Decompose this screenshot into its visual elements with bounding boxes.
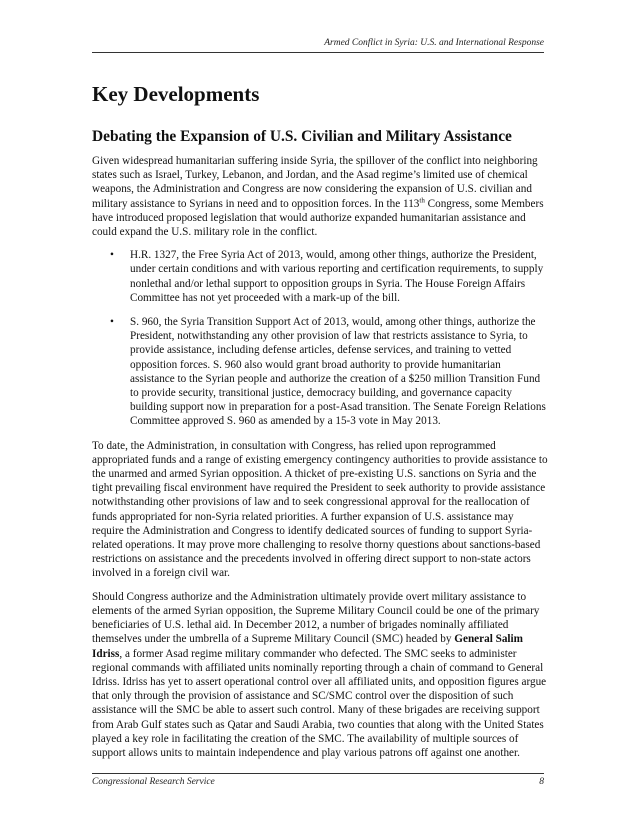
bullet-icon: • (110, 316, 114, 329)
list-item (110, 315, 548, 429)
list-item-text: S. 960, the Syria Transition Support Act of 2013, would, among other things, authorize the President, notwithstanding any other provision of law that restricts assistance to Syria, to provide assistance, including defense articles, defense services, and training to vetted opposition forces. S. 960 also would grant broad authority to provide humanitarian assistance to the Syrian people and authorize the creation of a $250 million Transition Fund to provide security, transitional justice, democracy building, and governance capacity building support now in preparation for a post-Asad transition. The Senate Foreign Relations Committee approved S. 960 as amended by a 15-3 vote in May 2013. (130, 316, 546, 428)
page-number: 8 (539, 777, 544, 787)
document-body (92, 154, 548, 769)
header-divider (92, 52, 544, 53)
intro-paragraph (92, 154, 548, 239)
bullet-icon: • (110, 249, 114, 262)
intro-text: Given widespread humanitarian suffering inside Syria, the spillover of the conflict into neighboring states such as Israel, Turkey, Lebanon, and Jordan, and the Asad regime’s limited use of chemical weapons, the Administration and Congress are now considering the expansion of U.S. civilian and military assistance to Syrians in need and to opposition forces. In the 113 (92, 155, 538, 210)
section-title: Key Developments (92, 82, 260, 106)
footer-source: Congressional Research Service (92, 777, 215, 787)
bold-name: General Salim Idriss (92, 633, 523, 660)
list-item-text: H.R. 1327, the Free Syria Act of 2013, would, among other things, authorize the President, under certain conditions and with various reporting and certification requirements, to supply nonlethal and/or lethal support to opposition groups in Syria. The House Foreign Affairs Committee has not yet proceeded with a mark-up of the bill. (130, 249, 544, 304)
list-item (110, 248, 548, 305)
running-header: Armed Conflict in Syria: U.S. and International Response (324, 38, 544, 48)
intro-text-continued: Congress, some Members have introduced proposed legislation that would authorize expanded humanitarian assistance and could expand the U.S. military role in the conflict. (92, 197, 544, 239)
subsection-title: Debating the Expansion of U.S. Civilian and Military Assistance (92, 128, 512, 145)
smc-text: Should Congress authorize and the Administration ultimately provide overt military assistance to elements of the armed Syrian opposition, the Supreme Military Council could be one of the primary beneficiaries of U.S. lethal aid. In December 2012, a number of brigades nominally affiliated themselves under the umbrella of a Supreme Military Council (SMC) headed by (92, 590, 540, 646)
assistance-paragraph: To date, the Administration, in consultation with Congress, has relied upon reprogrammed appropriated funds and a range of existing emergency contingency authorities to provide assistance to the unarmed and armed Syrian opposition. A thicket of pre-existing U.S. sanctions on Syria and the tight prevailing fiscal environment have required the President to seek authority to provide assistance notwithstanding other provisions of law and to seek congressional approval for the reallocation of funds appropriated for non-Syria related priorities. A further expansion of U.S. assistance may require the Administration and Congress to identify dedicated sources of funding to support Syria-related operations. It may prove more challenging to resolve thorny questions about sanctions-based restrictions on assistance and the precedents involved in offering direct support to non-state actors involved in a foreign civil war. (92, 439, 548, 580)
smc-paragraph (92, 590, 548, 760)
legislation-list (92, 248, 548, 428)
ordinal-suffix: th (419, 195, 425, 204)
smc-text-continued: , a former Asad regime military commander who defected. The SMC seeks to administer regional commands with affiliated units nominally reporting through a chain of command to General Idriss. Idriss has yet to assert operational control over all affiliated units, and opposition figures argue that only through the provision of assistance and SC/SMC control over the disposition of such assistance will the SMC be able to assert such control. Many of these brigades are receiving support from Arab Gulf states such as Qatar and Saudi Arabia, two counties that along with the United States played a key role in facilitating the creation of the SMC. The availability of multiple sources of support allows units to maintain independence and play various patrons off against one another. (92, 647, 547, 759)
footer-divider (92, 773, 544, 774)
